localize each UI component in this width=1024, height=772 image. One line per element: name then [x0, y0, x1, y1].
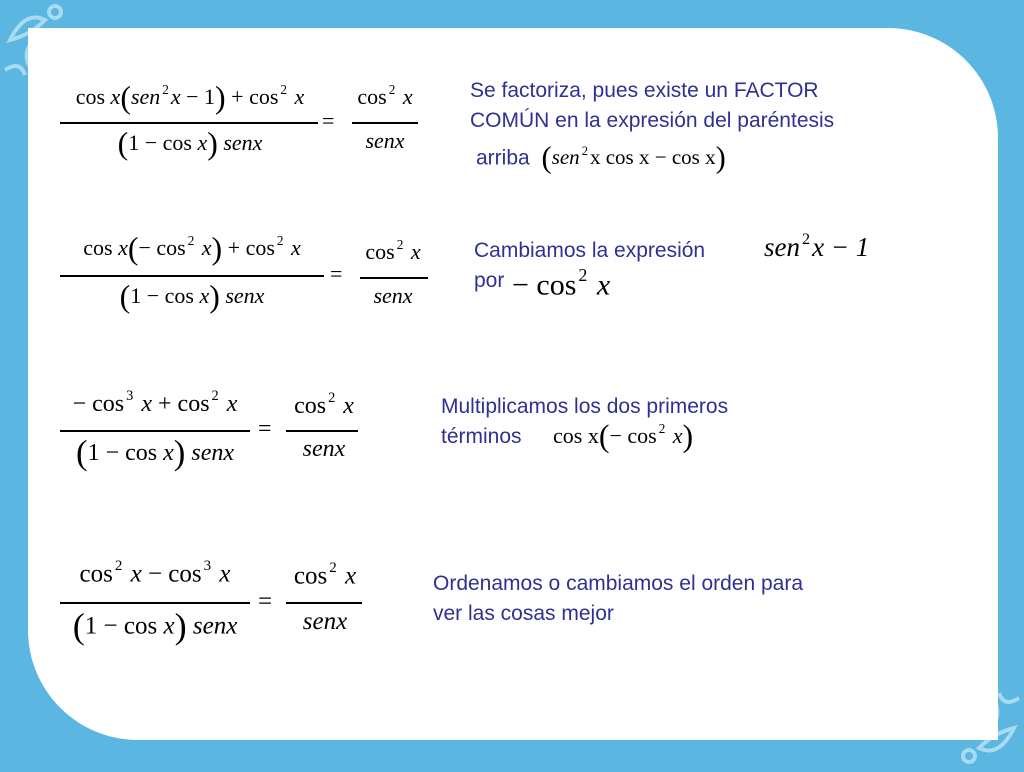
step-3-note-math: cos x(− cos $^2$ x) — [553, 418, 694, 454]
equals-sign: = — [322, 108, 335, 133]
lhs-numerator: cos x(− cos $^2$ x) + cos $^2$ x — [83, 231, 301, 266]
step-1-note: Se factoriza, pues existe un FACTOR COMÚN en la expresión del paréntesis arriba (sen $^2$x cos x − cos x) — [470, 79, 835, 176]
equals-sign: = — [258, 416, 272, 442]
rhs-numerator: cos $^2$ x — [294, 390, 354, 419]
lhs-numerator: cos $^2$ x − cos $^3$ x — [79, 558, 231, 588]
step-2-note: Cambiamos la expresión sen $^2$x − 1 por − cos $^2$ x — [474, 236, 705, 296]
lhs-numerator: cos x(sen $^2$x − 1) + cos $^2$ x — [75, 80, 305, 115]
rhs-numerator: cos $^2$ x — [365, 237, 421, 264]
rhs-denominator: senx — [302, 608, 348, 635]
slide-content — [28, 28, 998, 740]
step-2-math-old: sen $^2$x − 1 — [764, 230, 870, 263]
step-3-note: Multiplicamos los dos primeros términos cos x(− cos $^2$ x) — [441, 395, 729, 454]
rhs-denominator: senx — [365, 128, 405, 153]
rhs-numerator: cos $^2$ x — [293, 560, 357, 590]
rhs-denominator: senx — [302, 436, 346, 462]
rhs-denominator: senx — [373, 283, 413, 308]
lhs-numerator: − cos $^3$ x + cos $^2$ x — [72, 388, 238, 417]
equals-sign: = — [330, 261, 343, 286]
step-1-note-math: (sen $^2$x cos x − cos x) — [541, 141, 726, 176]
lhs-denominator: (1 − cos x) senx — [119, 279, 265, 314]
step-4-note: Ordenamos o cambiamos el orden para ver las cosas mejor — [433, 572, 804, 625]
equals-sign: = — [258, 588, 273, 615]
lhs-denominator: (1 − cos x) senx — [75, 433, 235, 472]
step-2-math-new: − cos $^2$ x — [512, 265, 611, 302]
rhs-numerator: cos $^2$ x — [357, 82, 413, 109]
lhs-denominator: (1 − cos x) senx — [72, 606, 238, 646]
lhs-denominator: (1 − cos x) senx — [117, 126, 263, 161]
